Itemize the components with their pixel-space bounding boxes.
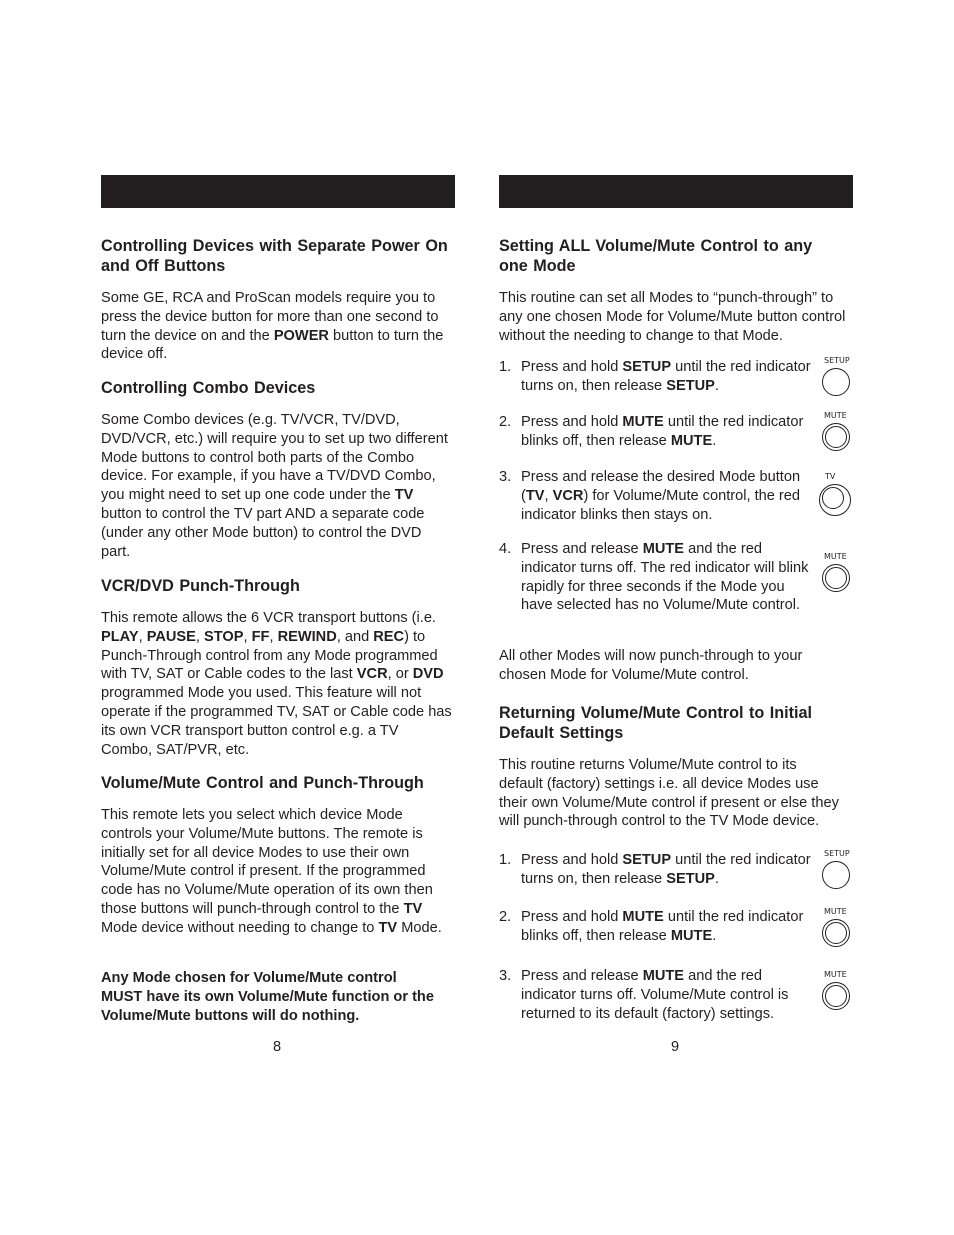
set-all-intro: This routine can set all Modes to “punch-through” to any one chosen Mode for Volume/Mute button control without the needing to change to that Mode.: [499, 290, 846, 344]
combo-body: Some Combo devices (e.g. TV/VCR, TV/DVD, DVD/VCR, etc.) will require you to set up two different Mode buttons to control both parts of the Combo device. For example, if you have a TV/DVD Combo, you might need to set up one code under the TV button to control the TV part AND a separate code (under any other Mode button) to control the DVD part.: [101, 412, 448, 560]
separate-power-body: Some GE, RCA and ProScan models require you to press the device button for more than one second to turn the device on and the POWER button to turn the device off.: [101, 290, 444, 363]
left-header-bar: [101, 175, 455, 208]
section-heading-volume-mute: Volume/Mute Control and Punch-Through: [101, 774, 424, 792]
vcr-dvd-body: This remote allows the 6 VCR transport buttons (i.e. PLAY, PAUSE, STOP, FF, REWIND, and REC) to Punch-Through control from any Mode programmed with TV, SAT or Cable codes to the last VCR, or DVD programmed Mode you used. This feature will not operate if the programmed TV, SAT or Cable code has its own VCR transport button control e.g. a TV Combo, SAT/PVR, etc.: [101, 610, 452, 758]
set-all-outro: All other Modes will now punch-through to your chosen Mode for Volume/Mute control.: [499, 648, 803, 683]
section-heading-combo: Controlling Combo Devices: [101, 379, 316, 397]
page-number-right: 9: [671, 1039, 680, 1055]
right-header-bar: [499, 175, 853, 208]
volume-mute-body: This remote lets you select which device Mode controls your Volume/Mute buttons. The remote is initially set for all device Modes to use their own Volume/Mute control if present. If the programmed code has no Volume/Mute operation of its own then those buttons will punch-through control to the TV Mode device without needing to change to TV Mode.: [101, 807, 442, 936]
volume-mute-warning: Any Mode chosen for Volume/Mute control MUST have its own Volume/Mute function or the Volume/Mute buttons will do nothing.: [101, 970, 434, 1024]
section-heading-return-default: Returning Volume/Mute Control to Initial Default Settings: [499, 704, 813, 742]
section-heading-separate-power: Controlling Devices with Separate Power On and Off Buttons: [101, 237, 448, 275]
section-heading-set-all-volume: Setting ALL Volume/Mute Control to any one Mode: [499, 237, 813, 275]
section-heading-vcr-dvd: VCR/DVD Punch-Through: [101, 577, 300, 595]
page-number-left: 8: [273, 1039, 282, 1055]
return-default-intro: This routine returns Volume/Mute control to its default (factory) settings i.e. all device Modes use their own Volume/Mute control if present or else they will punch-through control to the TV Mode device.: [499, 757, 839, 830]
